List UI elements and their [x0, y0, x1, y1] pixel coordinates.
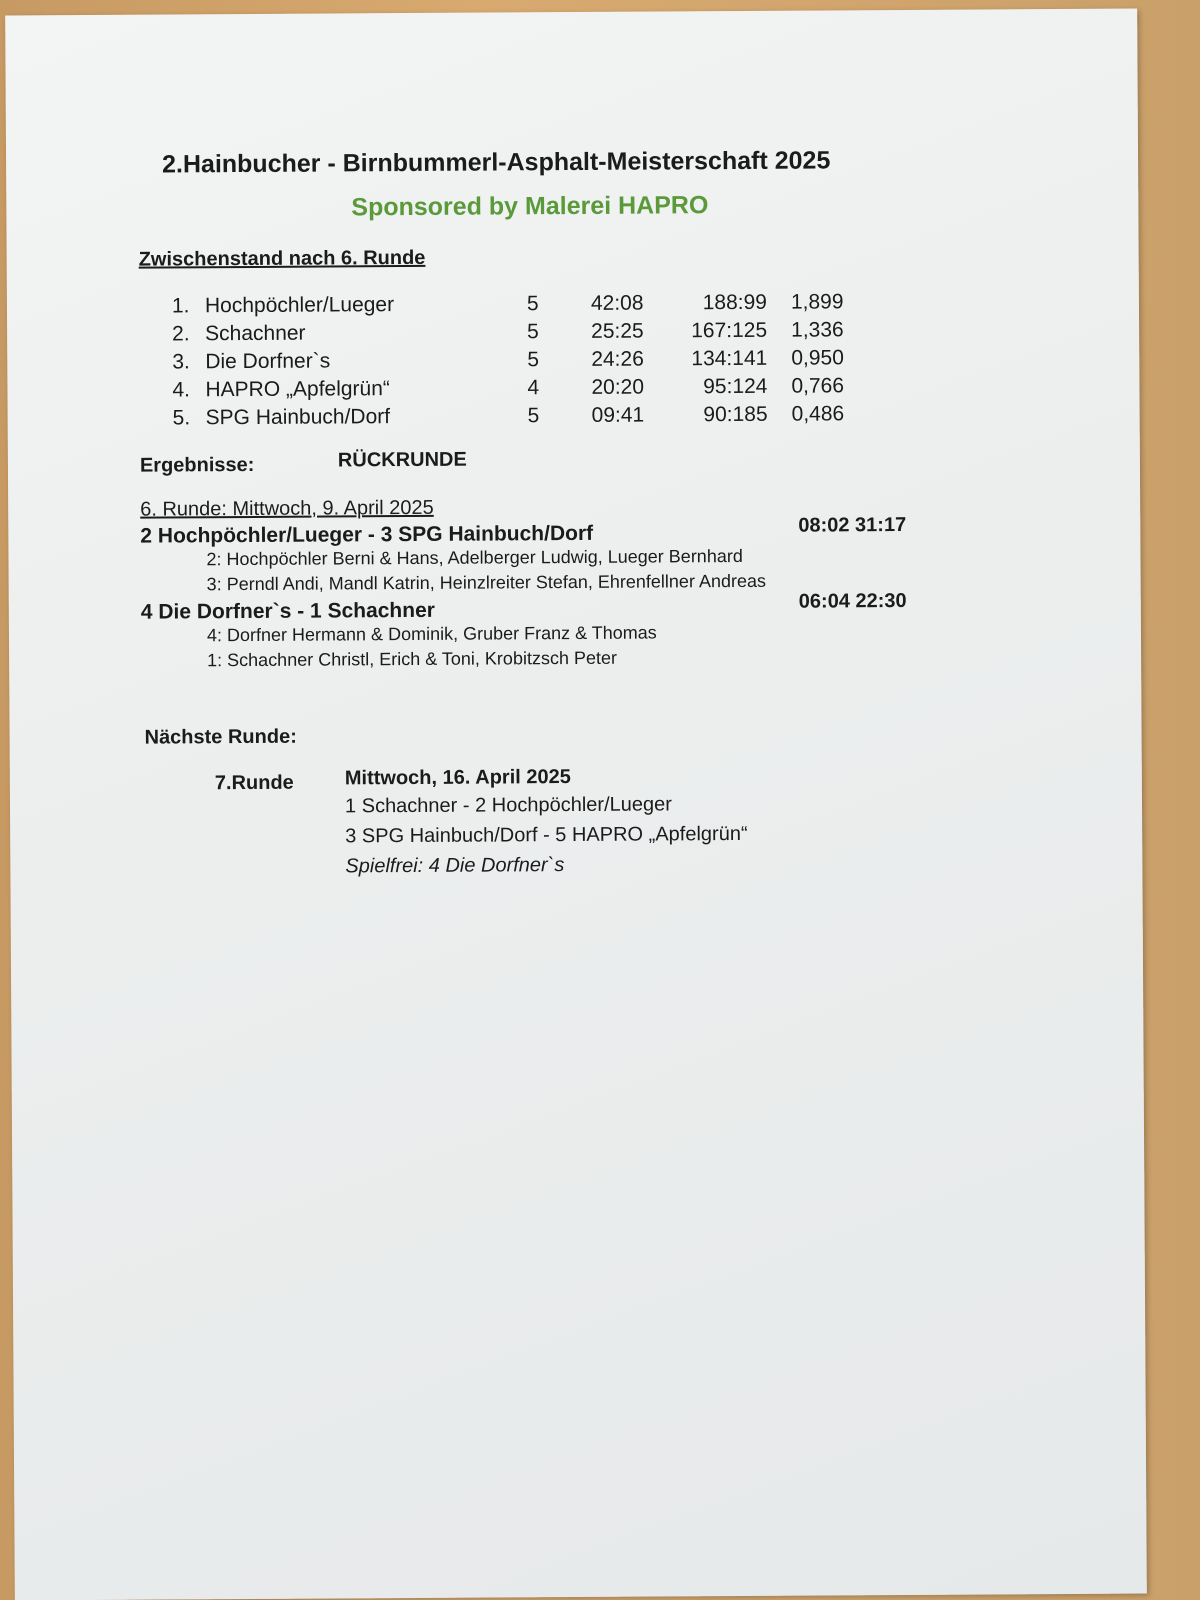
next-round-date: Mittwoch, 16. April 2025 [344, 766, 571, 790]
quotient: 1,336 [791, 318, 844, 342]
match-title: 2 Hochpöchler/Lueger - 3 SPG Hainbuch/Dorf [140, 521, 594, 548]
points: 24:26 [591, 347, 644, 371]
quotient: 0,950 [791, 346, 844, 370]
bye-line: Spielfrei: 4 Die Dorfner`s [345, 854, 565, 878]
next-round-label: Nächste Runde: [144, 725, 297, 749]
next-round-number: 7.Runde [214, 771, 294, 795]
quotient: 0,486 [791, 402, 845, 426]
round-heading: 6. Runde: Mittwoch, 9. April 2025 [140, 496, 434, 521]
team-name: Hochpöchler/Lueger [204, 293, 395, 318]
score: 188:99 [702, 290, 768, 315]
score: 134:141 [691, 346, 768, 371]
quotient: 1,899 [790, 290, 844, 314]
games-played: 5 [527, 320, 539, 344]
points: 09:41 [591, 403, 645, 427]
match-players: 1: Schachner Christl, Erich & Toni, Krobitzsch Peter [207, 647, 618, 671]
results-subtitle: RÜCKRUNDE [337, 448, 467, 472]
games-played: 5 [527, 404, 540, 428]
score: 167:125 [691, 318, 768, 343]
quotient: 0,766 [791, 374, 845, 398]
team-name: Die Dorfner`s [205, 349, 331, 374]
results-label: Ergebnisse: [139, 453, 255, 477]
match-players: 4: Dorfner Hermann & Dominik, Gruber Franz & Thomas [206, 622, 657, 646]
team-name: Schachner [205, 321, 306, 346]
team-name: SPG Hainbuch/Dorf [205, 405, 391, 430]
match-score: 06:04 22:30 [798, 589, 907, 613]
standings-heading: Zwischenstand nach 6. Runde [138, 246, 426, 271]
games-played: 5 [526, 292, 539, 316]
points: 42:08 [590, 291, 644, 315]
team-name: HAPRO „Apfelgrün“ [205, 377, 390, 402]
match-score: 08:02 31:17 [798, 513, 907, 537]
match-players: 3: Perndl Andi, Mandl Katrin, Heinzlreiter Stefan, Ehrenfellner Andreas [206, 570, 767, 595]
fixture-line: 3 SPG Hainbuch/Dorf - 5 HAPRO „Apfelgrün“ [345, 822, 748, 848]
match-players: 2: Hochpöchler Berni & Hans, Adelberger Ludwig, Lueger Bernhard [206, 545, 743, 570]
document-title: 2.Hainbucher - Birnbummerl-Asphalt-Meisterschaft 2025 [161, 146, 831, 179]
score: 90:185 [703, 402, 768, 427]
paper-sheet [5, 9, 1147, 1600]
rank: 4. [172, 378, 191, 402]
fixture-line: 1 Schachner - 2 Hochpöchler/Lueger [344, 793, 672, 818]
sponsor-line: Sponsored by Malerei HAPRO [351, 191, 709, 222]
rank: 3. [172, 350, 190, 374]
games-played: 5 [527, 348, 540, 372]
score: 95:124 [703, 374, 768, 399]
rank: 1. [171, 294, 190, 318]
games-played: 4 [527, 376, 540, 400]
match-title: 4 Die Dorfner`s - 1 Schachner [140, 598, 435, 624]
rank: 5. [172, 406, 191, 430]
rank: 2. [172, 322, 190, 346]
points: 25:25 [591, 319, 644, 343]
points: 20:20 [591, 375, 645, 399]
